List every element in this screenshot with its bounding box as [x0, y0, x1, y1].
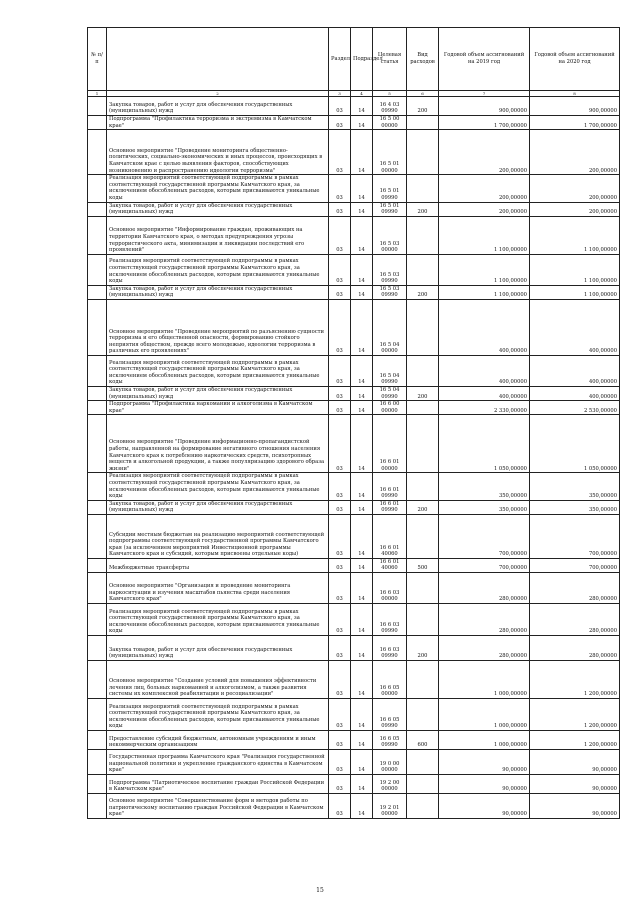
target-article-cell: 16 6 03 00000 — [373, 573, 407, 604]
expense-type-cell — [407, 661, 439, 699]
amount-2020-cell: 1 700,00000 — [530, 116, 620, 130]
name-cell: Основное мероприятие "Организация и проведение мониторинга наркоситуации и изучения масштабов пьянства среди населения Камчатского края" — [107, 573, 329, 604]
table-row — [88, 661, 620, 699]
razdel-cell: 03 — [329, 699, 351, 731]
target-article-cell: 16 6 01 09990 — [373, 473, 407, 500]
razdel-cell: 03 — [329, 175, 351, 202]
table-row — [88, 202, 620, 216]
podrazdel-cell: 14 — [351, 175, 373, 202]
expense-type-cell — [407, 116, 439, 130]
table-row — [88, 731, 620, 750]
expense-type-cell: 200 — [407, 636, 439, 661]
razdel-cell: 03 — [329, 285, 351, 299]
podrazdel-cell: 14 — [351, 661, 373, 699]
header-expense-type: Вид расходов — [407, 28, 439, 91]
num-cell — [88, 401, 107, 415]
header-name — [107, 28, 329, 91]
num-cell — [88, 636, 107, 661]
target-article-cell: 16 6 03 09990 — [373, 604, 407, 636]
num-cell — [88, 558, 107, 572]
amount-2019-cell: 200,00000 — [439, 202, 530, 216]
podrazdel-cell: 14 — [351, 558, 373, 572]
expense-type-cell: 200 — [407, 285, 439, 299]
razdel-cell: 03 — [329, 750, 351, 775]
column-number: 3 — [329, 91, 351, 97]
podrazdel-cell: 14 — [351, 731, 373, 750]
podrazdel-cell: 14 — [351, 299, 373, 355]
amount-2019-cell: 1 700,00000 — [439, 116, 530, 130]
page-number: 15 — [316, 887, 324, 894]
amount-2020-cell: 1 200,00000 — [530, 731, 620, 750]
target-article-cell: 16 5 04 00000 — [373, 299, 407, 355]
razdel-cell: 03 — [329, 355, 351, 386]
name-cell: Закупка товаров, работ и услуг для обеспечения государственных (муниципальных) нужд — [107, 636, 329, 661]
target-article-cell: 16 5 04 09990 — [373, 386, 407, 400]
amount-2020-cell: 280,00000 — [530, 573, 620, 604]
expense-type-cell — [407, 299, 439, 355]
num-cell — [88, 97, 107, 116]
amount-2019-cell: 280,00000 — [439, 636, 530, 661]
table-row — [88, 558, 620, 572]
expense-type-cell — [407, 750, 439, 775]
name-cell: Основное мероприятие "Проведение мероприятий по разъяснению сущности терроризма и его общественной опасности, формированию стойкого неприятия обществом, прежде всего молодежью, идеологии терроризма в различных его проявлениях" — [107, 299, 329, 355]
amount-2020-cell: 350,00000 — [530, 473, 620, 500]
podrazdel-cell: 14 — [351, 473, 373, 500]
num-cell — [88, 699, 107, 731]
podrazdel-cell: 14 — [351, 636, 373, 661]
name-cell: Закупка товаров, работ и услуг для обеспечения государственных (муниципальных) нужд — [107, 500, 329, 514]
target-article-cell: 16 6 00 00000 — [373, 401, 407, 415]
target-article-cell: 16 6 01 00000 — [373, 415, 407, 473]
num-cell — [88, 573, 107, 604]
amount-2020-cell: 1 050,00000 — [530, 415, 620, 473]
table-row — [88, 699, 620, 731]
amount-2020-cell: 700,00000 — [530, 514, 620, 558]
podrazdel-cell: 14 — [351, 415, 373, 473]
target-article-cell: 16 6 01 40060 — [373, 514, 407, 558]
razdel-cell: 03 — [329, 558, 351, 572]
header-year-2020: Годовой объем ассигнований на 2020 год — [530, 28, 620, 91]
table-row — [88, 386, 620, 400]
amount-2019-cell: 400,00000 — [439, 355, 530, 386]
amount-2019-cell: 400,00000 — [439, 386, 530, 400]
num-cell — [88, 216, 107, 254]
expense-type-cell — [407, 175, 439, 202]
razdel-cell: 03 — [329, 401, 351, 415]
amount-2020-cell: 90,00000 — [530, 794, 620, 819]
table-row — [88, 116, 620, 130]
amount-2020-cell: 2 530,00000 — [530, 401, 620, 415]
amount-2019-cell: 1 100,00000 — [439, 254, 530, 285]
table-row — [88, 175, 620, 202]
podrazdel-cell: 14 — [351, 202, 373, 216]
name-cell: Закупка товаров, работ и услуг для обеспечения государственных (муниципальных) нужд — [107, 386, 329, 400]
target-article-cell: 19 2 00 00000 — [373, 775, 407, 794]
razdel-cell: 03 — [329, 500, 351, 514]
razdel-cell: 03 — [329, 216, 351, 254]
razdel-cell: 03 — [329, 604, 351, 636]
expense-type-cell: 200 — [407, 202, 439, 216]
amount-2019-cell: 280,00000 — [439, 604, 530, 636]
expense-type-cell: 500 — [407, 558, 439, 572]
table-row — [88, 604, 620, 636]
podrazdel-cell: 14 — [351, 97, 373, 116]
column-number: 1 — [88, 91, 107, 97]
header-razdel: Раздел — [329, 28, 351, 91]
header-podrazdel: Подраздел — [351, 28, 373, 91]
name-cell: Закупка товаров, работ и услуг для обеспечения государственных (муниципальных) нужд — [107, 285, 329, 299]
target-article-cell: 16 5 03 09990 — [373, 254, 407, 285]
table-row — [88, 299, 620, 355]
name-cell: Подпрограмма "Патриотическое воспитание граждан Российской Федерации в Камчатском крае" — [107, 775, 329, 794]
expense-type-cell — [407, 355, 439, 386]
amount-2019-cell: 1 000,00000 — [439, 699, 530, 731]
num-cell — [88, 604, 107, 636]
name-cell: Реализация мероприятий соответствующей подпрограммы в рамках соответствующей государственной программы Камчатского края, за исключением обособленных расходов, которым присваиваются уникальные коды — [107, 175, 329, 202]
num-cell — [88, 202, 107, 216]
amount-2020-cell: 700,00000 — [530, 558, 620, 572]
num-cell — [88, 415, 107, 473]
amount-2019-cell: 90,00000 — [439, 794, 530, 819]
target-article-cell: 16 5 03 00000 — [373, 216, 407, 254]
razdel-cell: 03 — [329, 636, 351, 661]
target-article-cell: 16 6 01 09990 — [373, 500, 407, 514]
num-cell — [88, 355, 107, 386]
amount-2020-cell: 400,00000 — [530, 299, 620, 355]
expense-type-cell: 200 — [407, 500, 439, 514]
podrazdel-cell: 14 — [351, 514, 373, 558]
name-cell: Предоставление субсидий бюджетным, автономным учреждениям и иным некоммерческим организациям — [107, 731, 329, 750]
expense-type-cell — [407, 216, 439, 254]
table-row — [88, 473, 620, 500]
expense-type-cell — [407, 473, 439, 500]
target-article-cell: 19 2 01 00000 — [373, 794, 407, 819]
razdel-cell: 03 — [329, 116, 351, 130]
name-cell: Подпрограмма "Профилактика терроризма и экстремизма в Камчатском крае" — [107, 116, 329, 130]
table-row — [88, 130, 620, 175]
expense-type-cell — [407, 573, 439, 604]
podrazdel-cell: 14 — [351, 699, 373, 731]
amount-2020-cell: 90,00000 — [530, 750, 620, 775]
table-row — [88, 254, 620, 285]
table-row — [88, 636, 620, 661]
podrazdel-cell: 14 — [351, 216, 373, 254]
amount-2020-cell: 280,00000 — [530, 636, 620, 661]
podrazdel-cell: 14 — [351, 355, 373, 386]
expense-type-cell: 200 — [407, 386, 439, 400]
table-row — [88, 401, 620, 415]
podrazdel-cell: 14 — [351, 573, 373, 604]
amount-2020-cell: 900,00000 — [530, 97, 620, 116]
table-row — [88, 97, 620, 116]
name-cell: Основное мероприятие "Проведение мониторинга общественно-политических, социально-экономических и иных процессов, происходящих в Камчатском крае с целью выявления факторов, способствующих возникновению и распространению идеологии терроризма" — [107, 130, 329, 175]
num-cell — [88, 175, 107, 202]
num-cell — [88, 750, 107, 775]
amount-2019-cell: 2 330,00000 — [439, 401, 530, 415]
razdel-cell: 03 — [329, 661, 351, 699]
table-row — [88, 573, 620, 604]
target-article-cell: 16 6 05 09990 — [373, 731, 407, 750]
table-row — [88, 415, 620, 473]
num-cell — [88, 254, 107, 285]
header-row — [88, 28, 620, 91]
razdel-cell: 03 — [329, 794, 351, 819]
name-cell: Закупка товаров, работ и услуг для обеспечения государственных (муниципальных) нужд — [107, 202, 329, 216]
razdel-cell: 03 — [329, 97, 351, 116]
name-cell: Государственная программа Камчатского края "Реализация государственной национальной политики и укрепление гражданского единства в Камчатском крае" — [107, 750, 329, 775]
razdel-cell: 03 — [329, 130, 351, 175]
amount-2019-cell: 280,00000 — [439, 573, 530, 604]
table-row — [88, 285, 620, 299]
target-article-cell: 16 6 05 00000 — [373, 661, 407, 699]
amount-2020-cell: 1 100,00000 — [530, 216, 620, 254]
podrazdel-cell: 14 — [351, 604, 373, 636]
amount-2019-cell: 900,00000 — [439, 97, 530, 116]
name-cell: Реализация мероприятий соответствующей подпрограммы в рамках соответствующей государственной программы Камчатского края, за исключением обособленных расходов, которым присваиваются уникальные коды — [107, 473, 329, 500]
amount-2019-cell: 1 000,00000 — [439, 731, 530, 750]
table-row — [88, 500, 620, 514]
table-row — [88, 775, 620, 794]
column-number: 4 — [351, 91, 373, 97]
name-cell: Реализация мероприятий соответствующей подпрограммы в рамках соответствующей государственной программы Камчатского края, за исключением обособленных расходов, которым присваиваются уникальные коды — [107, 699, 329, 731]
amount-2019-cell: 1 100,00000 — [439, 216, 530, 254]
num-cell — [88, 299, 107, 355]
target-article-cell: 16 5 01 09990 — [373, 202, 407, 216]
amount-2020-cell: 1 100,00000 — [530, 285, 620, 299]
amount-2019-cell: 1 000,00000 — [439, 661, 530, 699]
name-cell: Подпрограмма "Профилактика наркомании и алкоголизма в Камчатском крае" — [107, 401, 329, 415]
podrazdel-cell: 14 — [351, 401, 373, 415]
name-cell: Реализация мероприятий соответствующей подпрограммы в рамках соответствующей государственной программы Камчатского края, за исключением обособленных расходов, которым присваиваются уникальные коды — [107, 604, 329, 636]
podrazdel-cell: 14 — [351, 794, 373, 819]
amount-2019-cell: 700,00000 — [439, 514, 530, 558]
expense-type-cell — [407, 254, 439, 285]
amount-2020-cell: 1 100,00000 — [530, 254, 620, 285]
podrazdel-cell: 14 — [351, 254, 373, 285]
razdel-cell: 03 — [329, 254, 351, 285]
podrazdel-cell: 14 — [351, 750, 373, 775]
num-cell — [88, 116, 107, 130]
table-row — [88, 750, 620, 775]
name-cell: Межбюджетные трансферты — [107, 558, 329, 572]
amount-2019-cell: 200,00000 — [439, 130, 530, 175]
amount-2020-cell: 200,00000 — [530, 175, 620, 202]
podrazdel-cell: 14 — [351, 130, 373, 175]
razdel-cell: 03 — [329, 299, 351, 355]
amount-2020-cell: 200,00000 — [530, 202, 620, 216]
podrazdel-cell: 14 — [351, 116, 373, 130]
amount-2019-cell: 200,00000 — [439, 175, 530, 202]
target-article-cell: 16 6 03 09990 — [373, 636, 407, 661]
name-cell: Основное мероприятие "Совершенствование форм и методов работы по патриотическому воспитанию граждан Российской Федерации в Камчатском крае" — [107, 794, 329, 819]
amount-2020-cell: 1 200,00000 — [530, 699, 620, 731]
amount-2019-cell: 400,00000 — [439, 299, 530, 355]
amount-2020-cell: 1 200,00000 — [530, 661, 620, 699]
podrazdel-cell: 14 — [351, 386, 373, 400]
table-row — [88, 216, 620, 254]
amount-2019-cell: 1 100,00000 — [439, 285, 530, 299]
expense-type-cell — [407, 604, 439, 636]
podrazdel-cell: 14 — [351, 775, 373, 794]
amount-2019-cell: 700,00000 — [439, 558, 530, 572]
razdel-cell: 03 — [329, 775, 351, 794]
razdel-cell: 03 — [329, 573, 351, 604]
amount-2019-cell: 350,00000 — [439, 473, 530, 500]
expense-type-cell — [407, 794, 439, 819]
amount-2019-cell: 90,00000 — [439, 775, 530, 794]
target-article-cell: 16 6 05 09990 — [373, 699, 407, 731]
razdel-cell: 03 — [329, 473, 351, 500]
target-article-cell: 16 5 00 00000 — [373, 116, 407, 130]
column-number: 6 — [407, 91, 439, 97]
num-cell — [88, 514, 107, 558]
razdel-cell: 03 — [329, 514, 351, 558]
num-cell — [88, 473, 107, 500]
table-row — [88, 794, 620, 819]
header-num: № п/п — [88, 28, 107, 91]
amount-2020-cell: 400,00000 — [530, 355, 620, 386]
amount-2019-cell: 1 050,00000 — [439, 415, 530, 473]
podrazdel-cell: 14 — [351, 500, 373, 514]
name-cell: Реализация мероприятий соответствующей подпрограммы в рамках соответствующей государственной программы Камчатского края, за исключением обособленных расходов, которым присваиваются уникальные коды — [107, 355, 329, 386]
expense-type-cell — [407, 699, 439, 731]
column-number: 2 — [107, 91, 329, 97]
podrazdel-cell: 14 — [351, 285, 373, 299]
amount-2019-cell: 350,00000 — [439, 500, 530, 514]
table-row — [88, 514, 620, 558]
target-article-cell: 16 4 03 09990 — [373, 97, 407, 116]
name-cell: Основное мероприятие "Создание условий для повышения эффективности лечения лиц, больных наркоманией и алкоголизмом, а также развития системы их комплексной реабилитации и ресоциализации" — [107, 661, 329, 699]
num-cell — [88, 285, 107, 299]
num-cell — [88, 775, 107, 794]
amount-2020-cell: 200,00000 — [530, 130, 620, 175]
amount-2020-cell: 280,00000 — [530, 604, 620, 636]
amount-2019-cell: 90,00000 — [439, 750, 530, 775]
razdel-cell: 03 — [329, 202, 351, 216]
amount-2020-cell: 400,00000 — [530, 386, 620, 400]
expense-type-cell — [407, 401, 439, 415]
header-year-2019: Годовой объем ассигнований на 2019 год — [439, 28, 530, 91]
num-cell — [88, 130, 107, 175]
column-number: 8 — [530, 91, 620, 97]
razdel-cell: 03 — [329, 415, 351, 473]
budget-table — [87, 27, 620, 819]
name-cell: Основное мероприятие "Проведение информационно-пропагандистской работы, направленной на формирование негативного отношения населения Камчатского края к потреблению наркотических средств, психотропных веществ и алкогольной продукции, а также популяризацию здорового образа жизни" — [107, 415, 329, 473]
name-cell: Закупка товаров, работ и услуг для обеспечения государственных (муниципальных) нужд — [107, 97, 329, 116]
target-article-cell: 16 5 01 00000 — [373, 130, 407, 175]
target-article-cell: 19 0 00 00000 — [373, 750, 407, 775]
target-article-cell: 16 5 04 09990 — [373, 355, 407, 386]
column-number: 5 — [373, 91, 407, 97]
table-row — [88, 355, 620, 386]
expense-type-cell: 600 — [407, 731, 439, 750]
razdel-cell: 03 — [329, 386, 351, 400]
target-article-cell: 16 6 01 40060 — [373, 558, 407, 572]
amount-2020-cell: 350,00000 — [530, 500, 620, 514]
expense-type-cell — [407, 415, 439, 473]
header-target-article: Целевая статья — [373, 28, 407, 91]
razdel-cell: 03 — [329, 731, 351, 750]
expense-type-cell — [407, 130, 439, 175]
num-cell — [88, 500, 107, 514]
target-article-cell: 16 5 01 09990 — [373, 175, 407, 202]
num-cell — [88, 794, 107, 819]
name-cell: Основное мероприятие "Информирование граждан, проживающих на территории Камчатского края, о методах предупреждения угрозы террористического акта, минимизации и ликвидации последствий его проявлений" — [107, 216, 329, 254]
expense-type-cell — [407, 775, 439, 794]
expense-type-cell: 200 — [407, 97, 439, 116]
num-cell — [88, 386, 107, 400]
num-cell — [88, 731, 107, 750]
expense-type-cell — [407, 514, 439, 558]
name-cell: Реализация мероприятий соответствующей подпрограммы в рамках соответствующей государственной программы Камчатского края, за исключением обособленных расходов, которым присваиваются уникальные коды — [107, 254, 329, 285]
name-cell: Субсидии местным бюджетам на реализацию мероприятий соответствующей подпрограммы соответствующей государственной программы Камчатского края (за исключением мероприятий Инвестиционной программы Камчатского края и субсидий, которым присвоены отдельные коды) — [107, 514, 329, 558]
amount-2020-cell: 90,00000 — [530, 775, 620, 794]
column-number: 7 — [439, 91, 530, 97]
target-article-cell: 16 5 03 09990 — [373, 285, 407, 299]
num-cell — [88, 661, 107, 699]
